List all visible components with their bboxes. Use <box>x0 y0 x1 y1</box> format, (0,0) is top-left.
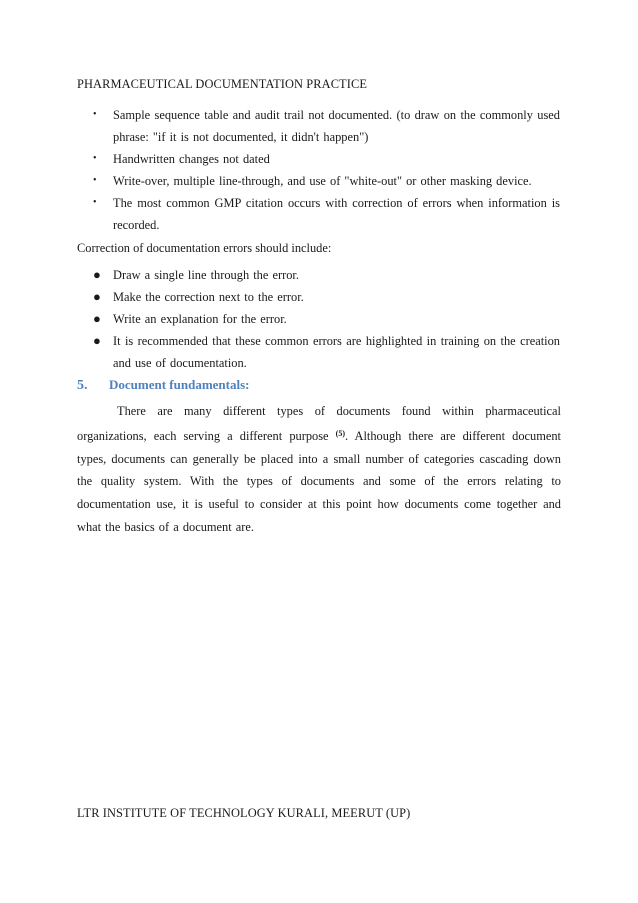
bullet-dot-icon: ● <box>93 311 101 326</box>
section-number: 5. <box>77 378 88 393</box>
bullet-icon: • <box>93 153 97 164</box>
bullet-dot-icon: ● <box>93 267 101 282</box>
list-item-text: It is recommended that these common errors are highlighted in training on the creation and use of documentation. <box>113 334 560 370</box>
bullet-icon: • <box>93 175 97 186</box>
list-item <box>0 192 638 236</box>
page-footer: LTR INSTITUTE OF TECHNOLOGY KURALI, MEERUT (UP) <box>77 806 411 820</box>
bullet-icon: • <box>93 109 97 120</box>
paragraph-text-part1: There are many different types of documents found within pharmaceutical organizations, each serving a different purpose <box>77 404 561 443</box>
list-item <box>0 170 638 192</box>
section-title: Document fundamentals: <box>109 377 250 392</box>
correction-intro: Correction of documentation errors should include: <box>77 241 332 255</box>
paragraph-text-part2: . Although there are different document types, documents can generally be placed into a small number of categories cascading down the quality system. With the types of documents and some of the errors relating to documentation use, it is useful to consider at this point how documents come together and what the basics of a document are. <box>77 428 561 534</box>
citation-reference: (5) <box>335 428 345 438</box>
list-item-text: Make the correction next to the error. <box>113 290 304 304</box>
error-list <box>0 104 638 236</box>
list-item-text: Draw a single line through the error. <box>113 268 299 282</box>
list-item-text: Write an explanation for the error. <box>113 312 287 326</box>
list-item <box>0 264 638 286</box>
section-heading <box>77 378 249 393</box>
list-item <box>0 286 638 308</box>
list-item-text: Handwritten changes not dated <box>113 152 270 166</box>
bullet-dot-icon: ● <box>93 333 101 348</box>
correction-list <box>0 264 638 374</box>
list-item-text: Write-over, multiple line-through, and use of "white-out" or other masking device. <box>113 174 532 188</box>
bullet-dot-icon: ● <box>93 289 101 304</box>
list-item-text: Sample sequence table and audit trail not documented. (to draw on the commonly used phrase: "if it is not documented, it didn't happen") <box>113 108 560 144</box>
list-item-text: The most common GMP citation occurs with correction of errors when information is recorded. <box>113 196 560 232</box>
bullet-icon: • <box>93 197 97 208</box>
list-item <box>0 148 638 170</box>
list-item <box>0 104 638 148</box>
list-item <box>0 308 638 330</box>
page-header: PHARMACEUTICAL DOCUMENTATION PRACTICE <box>77 77 367 91</box>
section-paragraph <box>77 400 561 539</box>
list-item <box>0 330 638 374</box>
